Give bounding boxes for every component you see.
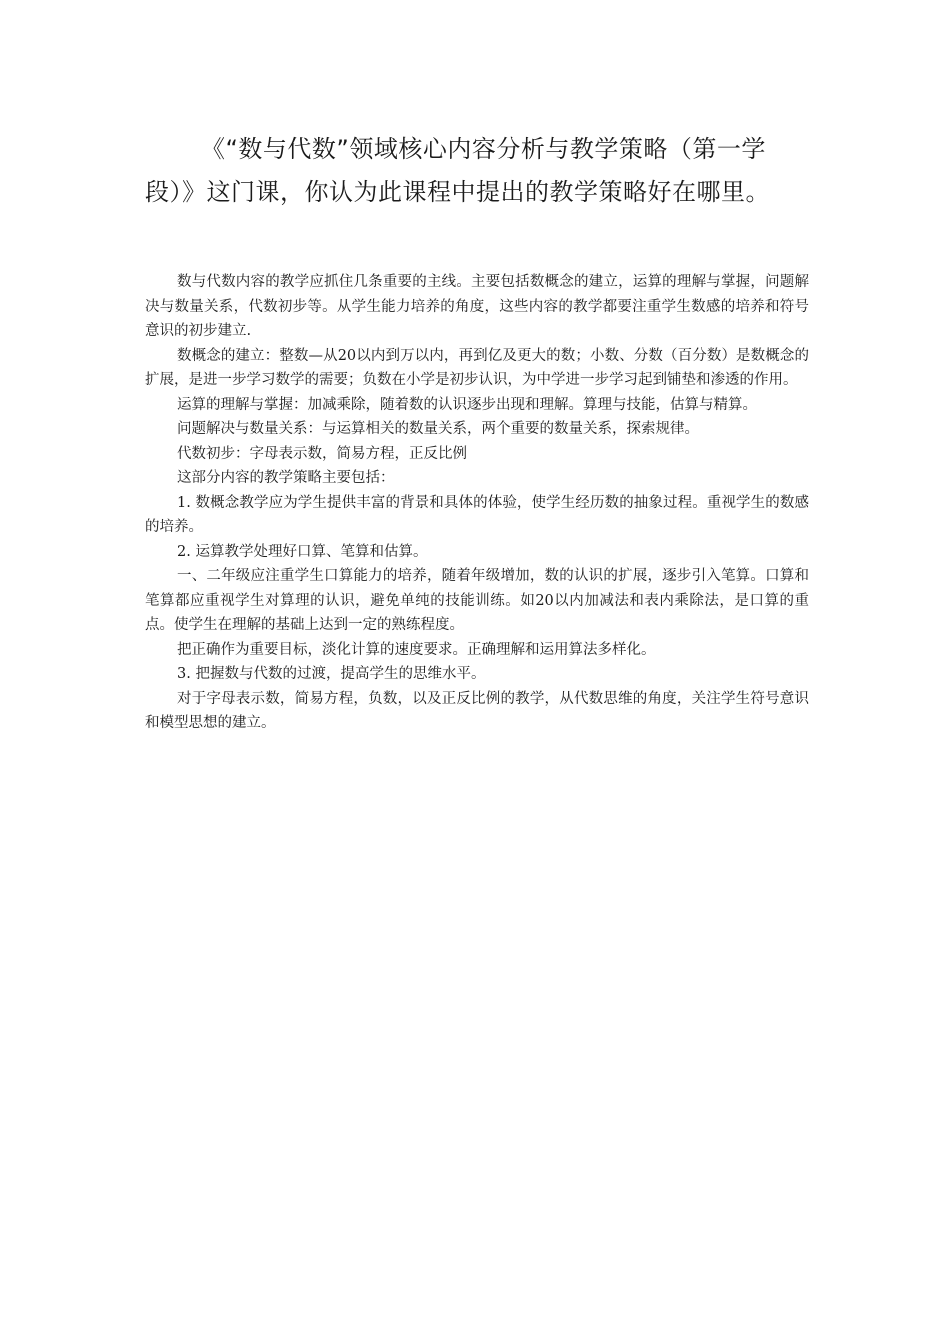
paragraph-accuracy-goal: 把正确作为重要目标，淡化计算的速度要求。正确理解和运用算法多样化。 (177, 641, 656, 658)
paragraph-operations: 运算的理解与掌握：加减乘除，随着数的认识逐步出现和理解。算理与技能，估算与精算。 (177, 396, 757, 413)
paragraph-strategy-3: 3. 把握数与代数的过渡，提高学生的思维水平。 (177, 666, 486, 682)
paragraph-number-concept: 数概念的建立：整数—从20以内到万以内，再到亿及更大的数；小数、分数（百分数）是数概念的扩展，是进一步学习数学的需要；负数在小学是初步认识，为中学进一步学习起到铺垫和渗透的作用。 (145, 347, 809, 388)
paragraph-strategy-1: 1. 数概念教学应为学生提供丰富的背景和具体的体验，使学生经历数的抽象过程。重视学生的数感的培养。 (145, 494, 809, 535)
document-body (145, 270, 809, 736)
paragraph-strategy-2: 2. 运算教学处理好口算、笔算和估算。 (177, 543, 428, 560)
paragraph-main-lines: 数与代数内容的教学应抓住几条重要的主线。主要包括数概念的建立，运算的理解与掌握，问题解决与数量关系，代数初步等。从学生能力培养的角度，这些内容的教学都要注重学生数感的培养和符号意识的初步建立. (145, 274, 809, 339)
paragraph-mental-calculation: 一、二年级应注重学生口算能力的培养，随着年级增加，数的认识的扩展，逐步引入笔算。口算和笔算都应重视学生对算理的认识，避免单纯的技能训练。如20以内加减法和表内乘除法，是口算的重点。使学生在理解的基础上达到一定的熟练程度。 (145, 568, 809, 633)
paragraph-strategies-intro: 这部分内容的教学策略主要包括： (177, 470, 395, 486)
paragraph-symbolic-thinking: 对于字母表示数，简易方程，负数，以及正反比例的教学，从代数思维的角度，关注学生符号意识和模型思想的建立。 (145, 690, 809, 731)
paragraph-problem-solving: 问题解决与数量关系：与运算相关的数量关系，两个重要的数量关系，探索规律。 (177, 421, 699, 437)
paragraph-algebra-intro: 代数初步：字母表示数，简易方程，正反比例 (177, 445, 467, 462)
document-title: 《“数与代数”领域核心内容分析与教学策略（第一学段）》这门课，你认为此课程中提出的教学策略好在哪里。 (145, 135, 770, 206)
